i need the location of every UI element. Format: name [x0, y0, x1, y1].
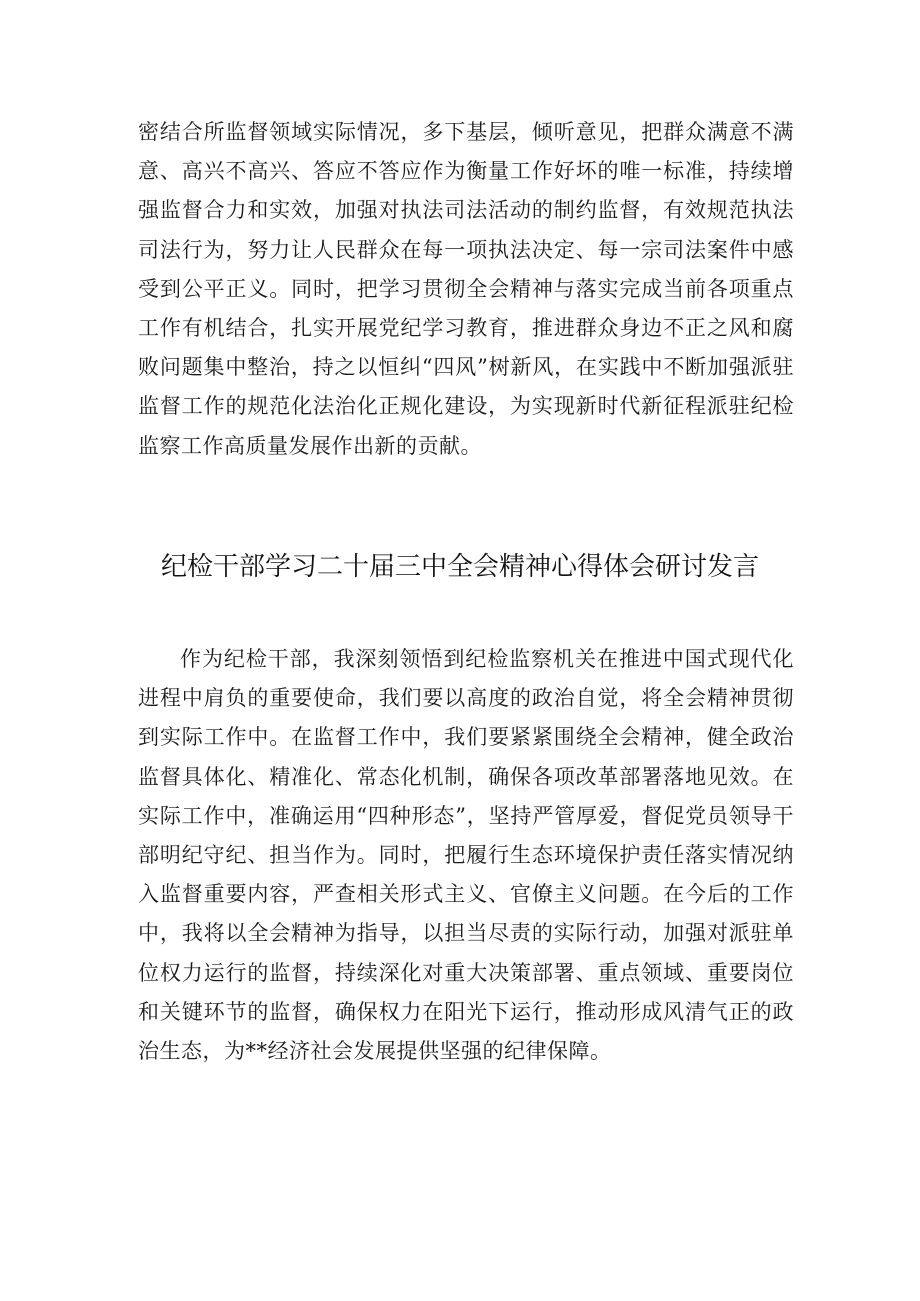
body-paragraph-continued: 密结合所监督领域实际情况，多下基层，倾听意见，把群众满意不满意、高兴不高兴、答应不答应作为衡量工作好坏的唯一标准，持续增强监督合力和实效，加强对执法司法活动的制约监督，有效规范执法司法行为，努力让人民群众在每一项执法决定、每一宗司法案件中感受到公平正义。同时，把学习贯彻全会精神与落实完成当前各项重点工作有机结合，扎实开展党纪学习教育，推进群众身边不正之风和腐败问题集中整治，持之以恒纠“四风”树新风，在实践中不断加强派驻监督工作的规范化法治化正规化建设，为实现新时代新征程派驻纪检监察工作高质量发展作出新的贡献。: [138, 120, 794, 458]
body-paragraph: 作为纪检干部，我深刻领悟到纪检监察机关在推进中国式现代化进程中肩负的重要使命，我们要以高度的政治自觉，将全会精神贯彻到实际工作中。在监督工作中，我们要紧紧围绕全会精神，健全政治监督具体化、精准化、常态化机制，确保各项改革部署落地见效。在实际工作中，准确运用“四种形态”，坚持严管厚爱，督促党员领导干部明纪守纪、担当作为。同时，把履行生态环境保护责任落实情况纳入监督重要内容，严查相关形式主义、官僚主义问题。在今后的工作中，我将以全会精神为指导，以担当尽责的实际行动，加强对派驻单位权力运行的监督，持续深化对重大决策部署、重点领域、重要岗位和关键环节的监督，确保权力在阳光下运行，推动形成风清气正的政治生态，为**经济社会发展提供坚强的纪律保障。: [138, 647, 794, 1064]
section-title: 纪检干部学习二十届三中全会精神心得体会研讨发言: [160, 552, 759, 582]
